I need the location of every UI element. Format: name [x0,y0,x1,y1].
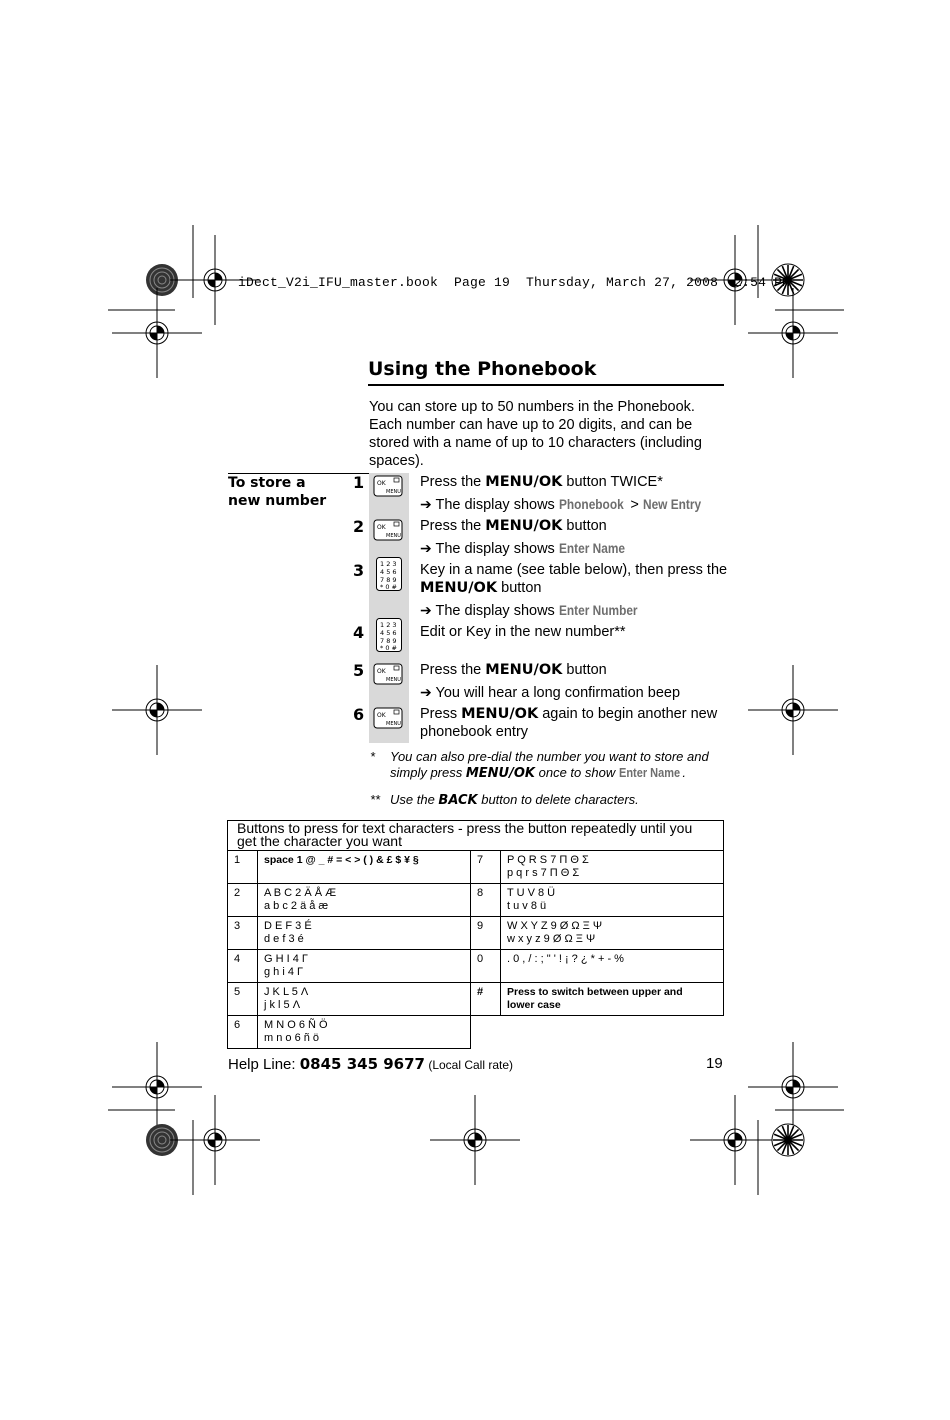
chars-upper: P Q R S 7 Π Θ Σ [507,854,589,866]
keypad-icon [376,557,402,591]
arrow-icon: ➔ [420,602,432,618]
display-text: Phonebook [558,497,624,512]
key-cell: 5 [228,983,258,1016]
help-line [228,1055,513,1073]
footnote-mark: ** [370,792,381,807]
chars-cell [258,950,471,983]
keypad-icon [376,618,402,652]
table-row [228,950,724,983]
chars-upper: G H I 4 Γ [264,953,308,965]
step-text-part: button TWICE* [562,474,663,490]
menu-ok-key-label: MENU/OK [465,766,535,781]
intro-paragraph: You can store up to 50 numbers in the Phonebook. Each number can have up to 20 digits, and can be stored with a name of up to 10 characters (including spaces). [369,399,702,469]
svg-text:MENU: MENU [386,721,401,727]
key-cell: # [471,983,501,1016]
case-toggle-text: Press to switch between upper and [507,986,683,998]
procedure-heading [228,474,358,510]
chars-upper: A B C 2 Ä Å Æ [264,887,337,899]
chars-cell [501,983,724,1016]
case-toggle-text: lower case [507,999,561,1011]
step-text-part: Key in a name (see table below), then press the [420,562,728,578]
chars-cell [501,884,724,917]
svg-text:1 2 3: 1 2 3 [380,560,397,568]
footnote-2 [370,792,730,809]
svg-text:OK: OK [377,668,386,675]
chars-cell [258,851,471,884]
svg-text:4 5 6: 4 5 6 [380,568,397,576]
svg-text:7 8 9: 7 8 9 [380,576,397,584]
footnote-text: You can also pre-dial the number you want to store and simply press [390,749,709,780]
empty-cell [471,1016,501,1049]
chars-upper: . 0 , / : ; " ' ! ¡ ? ¿ * + - % [507,953,624,965]
footnote-text: once to show [535,765,619,780]
display-text: New Entry [642,497,701,512]
chars-lower: a b c 2 ä å æ [264,900,329,912]
step-text-part: Press [420,706,462,722]
ok-menu-button-icon [373,707,403,729]
ok-menu-button-icon [373,663,403,685]
chars-upper: J K L 5 Λ [264,986,309,998]
procedure-heading-line2: new number [228,493,327,509]
step-text-part: Press the [420,474,486,490]
result-text: The display shows [435,541,559,557]
chars-cell [258,1016,471,1049]
footnote-text: button to delete characters. [477,792,639,807]
table-row [228,1016,724,1049]
chars-lower: j k l 5 Λ [264,999,301,1011]
ok-menu-button-icon [373,519,403,541]
chars-upper: D E F 3 É [264,920,312,932]
key-cell: 0 [471,950,501,983]
step-text-part: button [562,662,607,678]
chars-upper: space 1 @ _ # = < > ( ) & £ $ ¥ § [264,854,419,866]
book-header-line: iDect_V2i_IFU_master.book Page 19 Thursday, March 27, 2008 2:54 PM [238,275,791,290]
separator: > [626,497,643,513]
arrow-icon: ➔ [420,684,432,700]
arrow-icon: ➔ [420,540,432,556]
page-title: Using the Phonebook [368,358,597,380]
chars-cell [258,983,471,1016]
svg-text:* 0 #: * 0 # [380,583,397,591]
chars-lower: g h i 4 Γ [264,966,304,978]
table-row [228,983,724,1016]
step-text-part: Press the [420,518,486,534]
svg-text:OK: OK [377,712,386,719]
ok-menu-button-icon [373,475,403,497]
help-line-note: (Local Call rate) [424,1058,514,1072]
footnote-1 [370,749,730,782]
chars-lower: w x y z 9 Ø Ω Ξ Ψ [507,933,596,945]
chars-lower: t u v 8 ü [507,900,547,912]
svg-text:MENU: MENU [386,489,401,495]
empty-cell [501,1016,724,1049]
table-header: Buttons to press for text characters - press the button repeatedly until you get the character you want [228,821,724,851]
arrow-icon: ➔ [420,496,432,512]
step-5-text [420,661,730,702]
procedure-heading-line1: To store a [228,475,306,491]
table-row [228,917,724,950]
svg-text:OK: OK [377,524,386,531]
chars-cell [501,917,724,950]
result-text: The display shows [435,497,559,513]
back-key-label: BACK [438,793,478,808]
svg-text:1 2 3: 1 2 3 [380,621,397,629]
chars-lower: p q r s 7 Π Θ Σ [507,867,580,879]
key-cell: 3 [228,917,258,950]
key-cell: 8 [471,884,501,917]
step-icon-column [369,473,409,743]
step-4-text: Edit or Key in the new number** [420,624,626,640]
step-text-part: button [497,580,542,596]
step-number: 3 [353,561,365,580]
footnote-text: Use the [390,792,439,807]
page-number: 19 [706,1055,723,1072]
menu-ok-key-label: MENU/OK [485,474,563,490]
chars-upper: M N O 6 Ñ Ö [264,1019,328,1031]
key-cell: 1 [228,851,258,884]
step-2-text [420,517,730,558]
display-text: Enter Number [558,603,638,618]
step-text-part: again to begin another new phonebook entry [420,706,718,740]
svg-text:7 8 9: 7 8 9 [380,637,397,645]
menu-ok-key-label: MENU/OK [485,518,563,534]
chars-cell [501,950,724,983]
svg-text:OK: OK [377,480,386,487]
result-text: The display shows [435,603,559,619]
chars-cell [501,851,724,884]
key-cell: 9 [471,917,501,950]
step-number: 6 [353,705,365,724]
footnote-mark: * [370,749,376,764]
help-line-number: 0845 345 9677 [299,1055,425,1073]
title-rule [368,384,724,386]
display-text: Enter Name [618,766,680,780]
step-text-part: Press the [420,662,486,678]
step-number: 4 [353,623,365,642]
table-row [228,884,724,917]
menu-ok-key-label: MENU/OK [485,662,563,678]
key-cell: 2 [228,884,258,917]
key-cell: 7 [471,851,501,884]
key-cell: 6 [228,1016,258,1049]
chars-upper: W X Y Z 9 Ø Ω Ξ Ψ [507,920,603,932]
character-table [227,820,724,1049]
result-text: You will hear a long confirmation beep [435,685,681,701]
svg-text:4 5 6: 4 5 6 [380,629,397,637]
chars-lower: m n o 6 ñ ö [264,1032,320,1044]
menu-ok-key-label: MENU/OK [420,580,498,596]
key-cell: 4 [228,950,258,983]
step-1-text [420,473,730,514]
step-text-part: button [562,518,607,534]
step-6-text [420,705,730,741]
display-text: Enter Name [558,541,625,556]
step-number: 1 [353,473,365,492]
chars-lower: d e f 3 é [264,933,304,945]
footnote-text: . [682,765,686,780]
character-table-grid [227,820,724,1049]
chars-upper: T U V 8 Ü [507,887,556,899]
help-line-label: Help Line: [228,1056,300,1073]
svg-text:MENU: MENU [386,677,401,683]
chars-cell [258,917,471,950]
chars-cell [258,884,471,917]
svg-text:* 0 #: * 0 # [380,644,397,652]
table-row [228,851,724,884]
svg-text:MENU: MENU [386,533,401,539]
step-number: 2 [353,517,365,536]
step-number: 5 [353,661,365,680]
menu-ok-key-label: MENU/OK [461,706,539,722]
step-3-text [420,561,730,620]
